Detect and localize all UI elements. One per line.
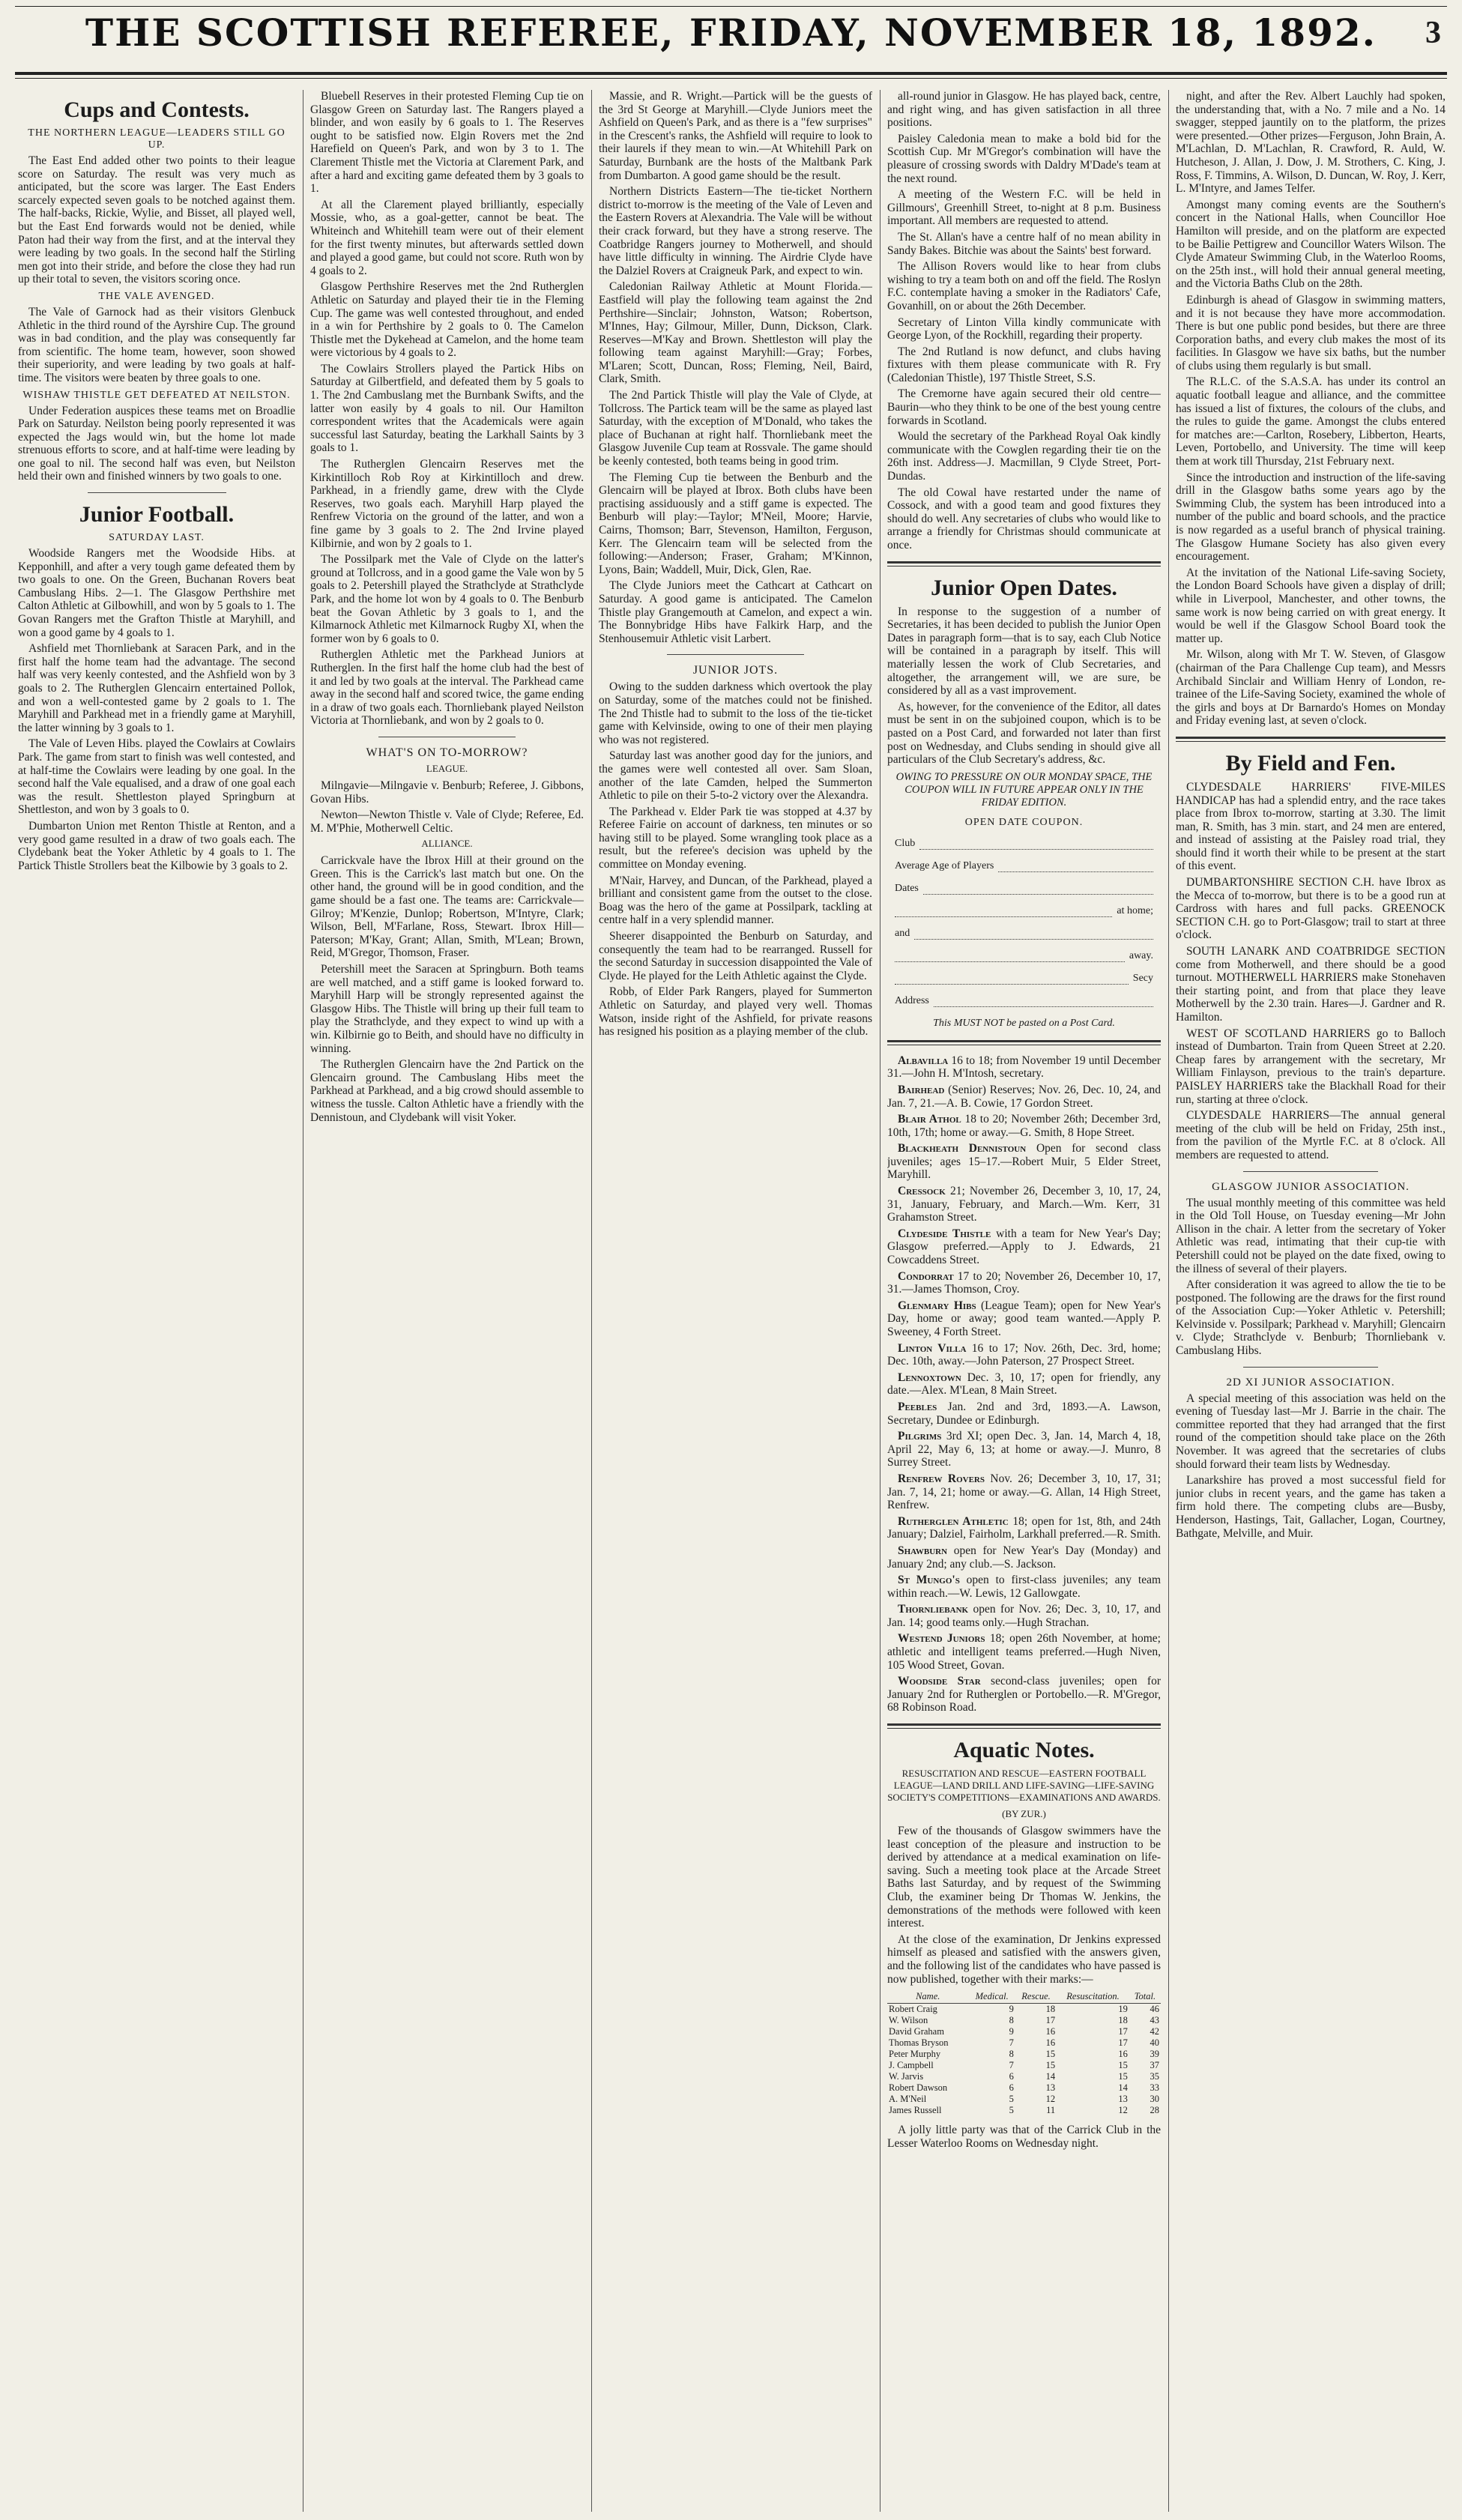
- club-name: Renfrew Rovers: [898, 1472, 985, 1485]
- notice-text: second-class juveniles; open for January 2nd for Rutherglen or Portobello.—R. M'Gregor, 68 Robinson Road.: [887, 1675, 1161, 1714]
- club-name: Lennoxtown: [898, 1371, 961, 1384]
- table-cell: 8: [1009, 2049, 1014, 2060]
- masthead: [15, 6, 1447, 87]
- fixture-line: Newton—Newton Thistle v. Vale of Clyde; Referee, Ed. M. M'Phie, Motherwell Celtic.: [310, 809, 584, 835]
- section-rule: [1176, 737, 1446, 742]
- column-1: [18, 90, 295, 2512]
- article-paragraph: Petershill meet the Saracen at Springburn. Both teams are well matched, and a stiff game is looked forward to. Maryhill Harp will be strongly represented against the Glasgow Hibs. The Thistle will bring up their full team to play the Strathclyde, and they expect to wind up with a win. Kilbirnie go to Beith, and should have no difficulty in winning.: [310, 963, 584, 1055]
- coupon-suffix: away.: [1129, 949, 1153, 961]
- table-cell: W. Jarvis: [889, 2071, 924, 2082]
- notice-text: 16 to 17; Nov. 26th, Dec. 3rd, home; Dec. 10th, away.—John Paterson, 27 Prospect Street.: [887, 1341, 1161, 1368]
- open-date-notice: [887, 1054, 1161, 1081]
- page-number: 3: [1425, 16, 1441, 50]
- table-header-cell: Name.: [887, 1990, 968, 2004]
- notice-text: Nov. 26; December 3, 10, 17, 31; Jan. 7, 14, 21; home or away.—G. Allan, 14 High Street, Renfrew.: [887, 1472, 1161, 1512]
- table-cell: 11: [1046, 2105, 1056, 2116]
- article-paragraph: SOUTH LANARK AND COATBRIDGE SECTION come from Motherwell, and there should be a good turnout. MOTHERWELL HARRIERS make Stonehaven their starting point, and from that place they leave Motherwell by the 2.30 train. Hares—J. Gardner and R. Hamilton.: [1176, 945, 1446, 1024]
- table-cell: 35: [1150, 2071, 1159, 2082]
- table-cell: A. M'Neil: [889, 2094, 927, 2105]
- article-subhead: RESUSCITATION AND RESCUE—EASTERN FOOTBALL LEAGUE—LAND DRILL AND LIFE-SAVING—LIFE-SAVING SOCIETY'S COMPETITIONS—EXAMINATIONS AND AWARDS.: [887, 1768, 1161, 1804]
- article-paragraph: The Fleming Cup tie between the Benburb and the Glencairn will be played at Ibrox. Both clubs have been practising assiduously and a stiff game is expected. The Benburb will play:—Taylor; M'Neil, Moore; Harvie, Cairns, Thomson; Barr, Stevenson, Hamilton, Ferguson, Kerr. The Glencairn team will be selected from the following:—Anderson; Fraser, Graham; M'Kinnon, Lyons, Bain; Waddell, Muir, Dick, Glen, Rae.: [599, 471, 872, 576]
- open-date-coupon: [895, 817, 1153, 1030]
- table-cell: 42: [1150, 2026, 1159, 2037]
- table-cell: 13: [1045, 2082, 1056, 2094]
- table-cell: 9: [1009, 2026, 1014, 2037]
- article-paragraph: The 2nd Partick Thistle will play the Vale of Clyde, at Tollcross. The Partick team will be the same as played last Saturday, with the exception of M'Donald, who takes the place of Buchanan at right half. Thornliebank meet the Glasgow Juvenile Cup team at Rossvale. The game should be keenly contested, both teams being in good trim.: [599, 389, 872, 468]
- notice-text: 18; open for 1st, 8th, and 24th January; Dalziel, Fairholm, Larkhall preferred.—R. Smith.: [887, 1514, 1161, 1541]
- article-paragraph: Rutherglen Athletic met the Parkhead Juniors at Rutherglen. In the first half the home club had the best of it and led by two goals at the interval. The Parkhead came away in the second half and scored twice, the game ending in a draw of two goals each. Thornliebank played Neilston Victoria at Thornliebank, and won by 2 goals to 0.: [310, 648, 584, 728]
- open-date-notice: [887, 1574, 1161, 1600]
- open-date-notice: [887, 1400, 1161, 1427]
- coupon-note: This MUST NOT be pasted on a Post Card.: [933, 1017, 1115, 1029]
- article-paragraph: The R.L.C. of the S.A.S.A. has under its control an aquatic football league and alliance, and the committee has issued a list of fixtures, the colours of the clubs, and the rules to guide the game. Amongst the clubs entered for matches are:—Carlton, Rosebery, Libberton, Hearts, Leven, Portobello, and University. The time will keep them at work till Thursday, 21st February next.: [1176, 375, 1446, 468]
- notice-text: with a team for New Year's Day; Glasgow preferred.—Apply to J. Edwards, 21 Cowcaddens Street.: [887, 1227, 1161, 1267]
- table-cell: 17: [1118, 2026, 1128, 2037]
- table-cell: 5: [1009, 2105, 1014, 2116]
- article-subhead: WISHAW THISTLE GET DEFEATED AT NEILSTON.: [22, 389, 291, 401]
- table-cell: 15: [1118, 2060, 1128, 2071]
- table-cell: David Graham: [889, 2026, 944, 2037]
- article-paragraph: A jolly little party was that of the Carrick Club in the Lesser Waterloo Rooms on Wednesday night.: [887, 2124, 1161, 2150]
- table-cell: 6: [1009, 2071, 1014, 2082]
- section-rule: [887, 1040, 1161, 1045]
- divider: [1243, 1367, 1378, 1368]
- notice-text: (Senior) Reserves; Nov. 26, Dec. 10, 24, and Jan. 7, 21.—A. B. Cowie, 17 Gordon Street.: [887, 1083, 1161, 1110]
- fixture-line: Milngavie—Milngavie v. Benburb; Referee, J. Gibbons, Govan Hibs.: [310, 779, 584, 806]
- article-paragraph: Caledonian Railway Athletic at Mount Florida.—Eastfield will play the following team against the 2nd Perthshire—Sinclair; Johnston, Watson; Robertson, M'Innes, Hay; Gilmour, Miller, Dunn, Dickson, Clark. Reserves—M'Kay and Brown. Shettleston will play the following team against Maryhill:—Gray; Forbes, M'Laren; Scott, Duncan, Ross; Fleming, Neil, Baird, Clark, Smith.: [599, 280, 872, 386]
- open-date-notice: [887, 1227, 1161, 1267]
- notice-text: 18 to 20; November 26th; December 3rd, 10th, 17th; home or away.—G. Smith, 8 Hope Street.: [887, 1113, 1161, 1139]
- club-name: Rutherglen Athletic: [898, 1514, 1009, 1528]
- divider: [667, 654, 804, 655]
- article-paragraph: M'Nair, Harvey, and Duncan, of the Parkhead, played a brilliant and consistent game from the outset to the close. Boag was the hero of the game at Possilpark, tackling at centre half in a very splendid manner.: [599, 874, 872, 927]
- coupon-suffix: Secy: [1132, 972, 1153, 984]
- open-date-notice: [887, 1675, 1161, 1714]
- table-row: [887, 2049, 1161, 2060]
- article-paragraph: WEST OF SCOTLAND HARRIERS go to Balloch instead of Dumbarton. Train from Queen Street at 2.20. Cheap fares by arrangement with the secretary, Mr William Finlayson, previous to the train's departure. PAISLEY HARRIERS take the Blackhall Road for their run, starting at three o'clock.: [1176, 1027, 1446, 1106]
- club-name: Albavilla: [898, 1054, 949, 1067]
- open-date-notice: [887, 1299, 1161, 1339]
- open-date-notice: [887, 1142, 1161, 1182]
- article-paragraph: The East End added other two points to their league score on Saturday. The result was very much as anticipated, but the score was larger. The East Enders scarcely expected seven goals to be notched against them. The half-backs, Rickie, Wylie, and Bisset, all played well, but the East End forwards would not be denied, while Paton had their way from the first, and at the interval they were leading by two goals. In the second half the Stirling men got into their stride, and before the close they had run up their total to seven, the visitors scoring once.: [18, 154, 295, 286]
- coupon-home-line: [895, 905, 1153, 917]
- table-cell: Robert Dawson: [889, 2082, 948, 2094]
- open-date-notice: [887, 1603, 1161, 1629]
- article-paragraph: DUMBARTONSHIRE SECTION C.H. have Ibrox as the Mecca of to-morrow, but there is to be a good run at Cardross with hares and full packs. GREENOCK SECTION C.H. go to Port-Glasgow; trail to start at three o'clock.: [1176, 876, 1446, 942]
- article-paragraph: The Cremorne have again secured their old centre—Baurin—who they think to be one of the best young centre forwards in Scotland.: [887, 387, 1161, 427]
- coupon-address-line: [895, 995, 1153, 1007]
- open-date-notice: [887, 1632, 1161, 1672]
- club-name: Cressock: [898, 1185, 946, 1198]
- article-paragraph: After consideration it was agreed to allow the tie to be postponed. The following are the draws for the first round of the Association Cup:—Yoker Athletic v. Petershill; Kelvinside v. Possilpark; Parkhead v. Maryhill; Glencairn v. Clyde; Strathclyde v. Benburb; Thornliebank v. Cambuslang Hibs.: [1176, 1278, 1446, 1358]
- club-name: Blair Athol: [898, 1113, 961, 1126]
- article-paragraph: The Parkhead v. Elder Park tie was stopped at 4.37 by Referee Fairie on account of darkness, ten minutes or so having still to be played. Some wrangling took place as a result, but the referee's decision was upheld by the committee on Monday evening.: [599, 805, 872, 871]
- club-name: Condorrat: [898, 1269, 954, 1283]
- article-paragraph: At the close of the examination, Dr Jenkins expressed himself as pleased and satisfied with the answers given, and the following list of the candidates who have passed is now published, together with their marks:—: [887, 1933, 1161, 1986]
- article-paragraph: As, however, for the convenience of the Editor, all dates must be sent in on the subjoined coupon, which is to be pasted on a Post Card, and forwarded not later than first post on Wednesday, and Clubs sending in should give all particulars of the Club Secretary's address, &c.: [887, 700, 1161, 767]
- notice-text: Dec. 3, 10, 17; open for friendly, any date.—Alex. M'Lean, 8 Main Street.: [887, 1371, 1161, 1398]
- section-heading-by-field-and-fen: By Field and Fen.: [1225, 750, 1396, 776]
- column-5: [1176, 90, 1446, 2512]
- table-cell: 7: [1009, 2060, 1014, 2071]
- open-dates-list: [887, 1054, 1161, 1714]
- coupon-blank: [923, 885, 1153, 895]
- coupon-label: Dates: [895, 882, 919, 894]
- table-cell: Robert Craig: [889, 2004, 937, 2015]
- article-paragraph: The 2nd Rutland is now defunct, and clubs having fixtures with them please communicate with R. Fry (Caledonian Thistle), 197 Thistle Street, S.S.: [887, 345, 1161, 384]
- article-paragraph: Since the introduction and instruction of the life-saving drill in the Glasgow baths some years ago by the Swimming Club, the system has been introduced into a number of the public and board schools, and the practice is now regarded as a useful branch of physical training. The Glasgow Humane Society has also given every encouragement.: [1176, 471, 1446, 563]
- club-name: Shawburn: [898, 1544, 948, 1557]
- table-cell: 13: [1118, 2094, 1128, 2105]
- article-paragraph: Lanarkshire has proved a most successful field for junior clubs in recent years, and the game has taken a firm hold there. The competing clubs are—Busby, Henderson, Hastings, Tait, Gallacher, Logan, Courtney, Bathgate, Melville, and Muir.: [1176, 1474, 1446, 1540]
- table-cell: 19: [1118, 2004, 1128, 2015]
- masthead-rule-thick: [15, 72, 1447, 75]
- notice-text: Open for second class juveniles; ages 15–17.—Robert Muir, 5 Elder Street, Maryhill.: [887, 1142, 1161, 1182]
- coupon-dates-line: [895, 883, 1153, 895]
- article-paragraph: The Rutherglen Glencairn have the 2nd Partick on the Glencairn ground. The Cambuslang Hibs meet the Parkhead at Parkhead, and a big crowd should assemble to witness the tussle. Calton Athletic have a friendly with the Dennistoun, and Clydebank will visit Yoker.: [310, 1058, 584, 1124]
- table-cell: 39: [1150, 2049, 1159, 2060]
- coupon-suffix: at home;: [1117, 904, 1153, 916]
- coupon-label: Address: [895, 994, 929, 1006]
- section-heading-glasgow-junior-association: GLASGOW JUNIOR ASSOCIATION.: [1212, 1180, 1410, 1193]
- article-paragraph: Amongst many coming events are the Southern's concert in the National Halls, when Councillor Hoe Hamilton will preside, and on the platform are expected to be Bailie Pettigrew and Councillor Waters Wilson. The Clyde Amateur Swimming Club, in the Waterloo Rooms, on the 25th inst., will hold their annual general meeting, and the Victoria Baths Club on the 28th.: [1176, 198, 1446, 291]
- coupon-blank: [895, 975, 1129, 985]
- article-paragraph: Under Federation auspices these teams met on Broadlie Park on Saturday. Neilston being poorly represented it was expected the Jags would win, but the home lot made strenuous efforts to score, and at half-time were leading by one goal to nil. The second half was even, but Neilston held their own and finished winners by two goals to one.: [18, 404, 295, 483]
- article-paragraph: Ashfield met Thornliebank at Saracen Park, and in the first half the home team had the advantage. The second half was very keenly contested, and the Ashfield won by 3 goals to 2. The Rutherglen Glencairn entertained Pollok, and won a well-contested game by 2 goals to 1. The Maryhill and Parkhead met in a friendly game at Maryhill, the latter winning by 3 goals to 1.: [18, 642, 295, 734]
- table-cell: 9: [1009, 2004, 1014, 2015]
- table-cell: 8: [1009, 2015, 1014, 2026]
- article-paragraph: The Cowlairs Strollers played the Partick Hibs on Saturday at Gilbertfield, and defeated them by 5 goals to 1. The 2nd Cambuslang met the Burnbank Swifts, and the latter won easily by 4 goals to nil. Our Hamilton correspondent writes that the Academicals were again successful last Saturday, beating the Larkhall Saints by 3 goals to 1.: [310, 362, 584, 455]
- article-paragraph: The usual monthly meeting of this committee was held in the Old Toll House, on Tuesday evening—Mr John Allison in the chair. A letter from the secretary of Yoker Athletic was read, intimating that their cup-tie with Petershill could not be played on the date fixed, owing to the illness of several of their players.: [1176, 1196, 1446, 1275]
- coupon-notice: OWING TO PRESSURE ON OUR MONDAY SPACE, THE COUPON WILL IN FUTURE APPEAR ONLY IN THE FRIDAY EDITION.: [895, 770, 1153, 809]
- table-row: [887, 2060, 1161, 2071]
- open-date-notice: [887, 1515, 1161, 1541]
- divider: [1243, 1171, 1378, 1172]
- section-heading-cups-and-contests: Cups and Contests.: [64, 97, 250, 122]
- table-cell: 5: [1009, 2094, 1014, 2105]
- table-header-cell: Medical.: [968, 1990, 1015, 2004]
- section-heading-junior-football: Junior Football.: [79, 502, 235, 528]
- article-paragraph: Glasgow Perthshire Reserves met the 2nd Rutherglen Athletic on Saturday and played their tie in the Fleming Cup. The game was well contested throughout, and ended in a win for Perthshire by 2 goals to 0. The Camelon Thistle met the Dykehead at Camelon, and the home team were victorious by 4 goals to 2.: [310, 280, 584, 360]
- open-date-notice: [887, 1342, 1161, 1368]
- open-date-notice: [887, 1084, 1161, 1110]
- table-cell: 12: [1045, 2094, 1056, 2105]
- table-cell: James Russell: [889, 2105, 942, 2116]
- club-name: Blackheath Dennistoun: [898, 1142, 1027, 1155]
- table-cell: 14: [1118, 2082, 1128, 2094]
- table-cell: 30: [1150, 2094, 1159, 2105]
- open-date-notice: [887, 1430, 1161, 1469]
- article-paragraph: Robb, of Elder Park Rangers, played for Summerton Athletic on Saturday, and played very well. Thomas Watson, inside right of the Ashfield, for private reasons has resigned his position as a playing member of the club.: [599, 985, 872, 1039]
- article-paragraph: The Vale of Leven Hibs. played the Cowlairs at Cowlairs Park. The game from start to finish was well contested, and at half-time the Cowlairs were leading by one goal. In the second half the Vale equalised, and a draw of one goal each was the result. Shettleston played Springburn at Shettleston, and won by 3 goals to 0.: [18, 737, 295, 817]
- coupon-label: Average Age of Players: [895, 859, 994, 871]
- table-cell: 17: [1118, 2037, 1128, 2049]
- notice-text: 3rd XI; open Dec. 3, Jan. 14, March 4, 18, April 22, May 6, 13; at home or away.—J. Munro, 8 Surrey Street.: [887, 1430, 1161, 1469]
- columns: [18, 90, 1446, 2512]
- column-4: [887, 90, 1161, 2512]
- notice-text: 17 to 20; November 26, December 10, 17, 31.—James Thomson, Croy.: [887, 1269, 1161, 1296]
- article-subhead: THE VALE AVENGED.: [98, 290, 215, 302]
- coupon-label: and: [895, 927, 910, 939]
- coupon-blank: [914, 930, 1153, 940]
- table-row: [887, 2105, 1161, 2116]
- club-name: St Mungo's: [898, 1574, 960, 1587]
- article-paragraph: Massie, and R. Wright.—Partick will be the guests of the 3rd St George at Maryhill.—Clyde Juniors meet the Ashfield on Queen's Park, and as there is a "few surprises" in the Crescent's ranks, the Ashfield will require to look to their laurels if they mean to win.—At Whitehill Park on Saturday, Burnbank are the hosts of the Maltbank Park from Dumbarton. A good game should be the result.: [599, 90, 872, 182]
- article-paragraph: CLYDESDALE HARRIERS—The annual general meeting of the club will be held on Friday, 25th inst., from the pavilion of the Myrtle F.C. at 8 o'clock. All members are requested to attend.: [1176, 1109, 1446, 1161]
- club-name: Bairhead: [898, 1083, 945, 1096]
- article-paragraph: Dumbarton Union met Renton Thistle at Renton, and a very good game resulted in a draw of two goals each. The Clydebank beat the Yoker Athletic by 4 goals to 1. The Partick Thistle Strollers beat the Kilbowie by 3 goals to 2.: [18, 819, 295, 872]
- table-cell: 15: [1118, 2071, 1128, 2082]
- open-date-notice: [887, 1371, 1161, 1398]
- table-cell: 17: [1045, 2015, 1056, 2026]
- column-rule: [591, 90, 592, 2512]
- article-paragraph: Few of the thousands of Glasgow swimmers have the least conception of the pleasure and instruction to be derived by attendance at a medical examination on life-saving. Such a meeting took place at the Arcade Street Baths last Saturday, and by request of the Swimming Club, the examiner being Dr Thomas W. Jenkins, the demonstrations of the methods were followed with keen interest.: [887, 1825, 1161, 1930]
- article-paragraph: Bluebell Reserves in their protested Fleming Cup tie on Glasgow Green on Saturday last. The Rangers played a blinder, and won easily by 6 goals to 1. The Reserves ought to be satisfied now. Elgin Rovers met the 2nd Harefield on Queen's Park, and won by 3 to 1. The Clarement Thistle met the Victoria at Clarement Park, and after a hard and exciting game defeated them by 3 goals to 1.: [310, 90, 584, 196]
- section-rule: [887, 1723, 1161, 1729]
- masthead-top-rule: [15, 6, 1447, 7]
- table-cell: 37: [1150, 2060, 1159, 2071]
- coupon-age-line: [895, 860, 1153, 872]
- coupon-secy-line: [895, 973, 1153, 985]
- byline: (BY ZUR.): [1002, 1808, 1046, 1820]
- newspaper-title: THE SCOTTISH REFEREE, FRIDAY, NOVEMBER 18, 1892.: [85, 10, 1377, 55]
- table-header-cell: Total.: [1129, 1990, 1161, 2004]
- club-name: Woodside Star: [898, 1675, 981, 1688]
- table-cell: 18: [1118, 2015, 1128, 2026]
- table-cell: Peter Murphy: [889, 2049, 941, 2060]
- article-paragraph: At all the Clarement played brilliantly, especially Mossie, who, as a goal-getter, cannot be beat. The Whiteinch and Whitehill team were out of their element for the first twenty minutes, but afterwards settled down and played a good game, but could not score. Ruth won by 4 goals to 2.: [310, 198, 584, 277]
- article-paragraph: night, and after the Rev. Albert Lauchly had spoken, the understanding that, with a No. 7 mile and a No. 14 swagger, stepped jauntily on to the platform, the prizes were presented.—Other prizes—Ferguson, John Brain, A. M'Lachlan, D. M'Lachlan, R. Crawford, R. Auld, W. Hutcheson, J. Allan, J. Dow, J. M. Strothers, C. King, J. Ross, F. Timmins, A. Wilson, D. Duncan, W. Roy, J. Kerr, L. M'Intyre, and James Telfer.: [1176, 90, 1446, 196]
- article-paragraph: Mr. Wilson, along with Mr T. W. Steven, of Glasgow (chairman of the Para Challenge Cup team), and Messrs Archibald Sinclair and William Henry of London, re-trainee of the Life-Saving Society, examined the whole of the girls and boys at Dr Barnardo's Homes on Monday and Friday evening last, at seven o'clock.: [1176, 648, 1446, 728]
- coupon-club-line: [895, 838, 1153, 850]
- article-paragraph: Owing to the sudden darkness which overtook the play on Saturday, some of the matches could not be finished. The 2nd Thistle had to submit to the loss of the tie-ticket game with Kelvinside, owing to one of their men playing who was not registered.: [599, 680, 872, 746]
- club-name: Westend Juniors: [898, 1632, 985, 1646]
- club-name: Pilgrims: [898, 1430, 942, 1443]
- article-paragraph: The Vale of Garnock had as their visitors Glenbuck Athletic in the third round of the Ayrshire Cup. The ground was in bad condition, and the play was consequently far from scientific. The home team, however, soon showed their superiority, and were leading by two goals at half-time. The visitors were beaten by three goals to one.: [18, 305, 295, 384]
- article-paragraph: A meeting of the Western F.C. will be held in Gillmours', Greenhill Street, to-night at 8 p.m. Business important. All members are requested to attend.: [887, 188, 1161, 228]
- open-date-notice: [887, 1113, 1161, 1139]
- table-row: [887, 2082, 1161, 2094]
- article-subhead: SATURDAY LAST.: [109, 532, 205, 544]
- column-2: [310, 90, 584, 2512]
- club-name: Thornliebank: [898, 1603, 969, 1616]
- table-row: [887, 2015, 1161, 2026]
- article-paragraph: Northern Districts Eastern—The tie-ticket Northern district to-morrow is the meeting of the Vale of Leven and the Eastern Rovers at Alexandria. The Vale will be without their crack forward, but they have a strong reserve. The Coatbridge Rangers journey to Motherwell, and should have little difficulty in winning. The Airdrie Clyde have the Dalziel Rovers at Craigneuk Park, and expect to win.: [599, 185, 872, 277]
- column-rule: [1168, 90, 1169, 2512]
- table-cell: W. Wilson: [889, 2015, 928, 2026]
- divider: [88, 492, 226, 493]
- notice-text: open for New Year's Day (Monday) and January 2nd; any club.—S. Jackson.: [887, 1544, 1161, 1571]
- coupon-title: OPEN DATE COUPON.: [964, 816, 1084, 828]
- notice-text: Jan. 2nd and 3rd, 1893.—A. Lawson, Secretary, Dundee or Edinburgh.: [887, 1400, 1161, 1427]
- table-cell: Thomas Bryson: [889, 2037, 949, 2049]
- table-header-row: [887, 1990, 1161, 2004]
- notice-text: 16 to 18; from November 19 until December 31.—John H. M'Intosh, secretary.: [887, 1054, 1161, 1081]
- coupon-blank: [998, 862, 1153, 872]
- coupon-blank: [934, 997, 1153, 1007]
- article-paragraph: Would the secretary of the Parkhead Royal Oak kindly communicate with the Cowglen regarding their tie on the 26th inst. Address—J. Macmillan, 9 Clyde Street, Port-Dundas.: [887, 430, 1161, 483]
- table-row: [887, 2071, 1161, 2082]
- article-paragraph: Paisley Caledonia mean to make a bold bid for the Scottish Cup. Mr M'Gregor's combination will have the pleasure of crossing swords with Daldry M'Dade's team at the next round.: [887, 132, 1161, 185]
- column-3: [599, 90, 872, 2512]
- article-paragraph: Saturday last was another good day for the juniors, and the games were well contested all over. Sam Sloan, another of the late Camden, helped the Summerton Athletic to pile on their 5-to-2 victory over the Alexandra.: [599, 749, 872, 803]
- table-cell: 16: [1045, 2037, 1056, 2049]
- table-cell: 16: [1118, 2049, 1128, 2060]
- open-date-notice: [887, 1185, 1161, 1224]
- masthead-rule-thin: [15, 78, 1447, 79]
- club-name: Glenmary Hibs: [898, 1299, 976, 1312]
- open-date-notice: [887, 1472, 1161, 1512]
- table-cell: 33: [1150, 2082, 1159, 2094]
- coupon-away-line: [895, 950, 1153, 962]
- coupon-label: Club: [895, 837, 916, 849]
- table-row: [887, 2037, 1161, 2049]
- notice-text: open for Nov. 26; Dec. 3, 10, 17, and Jan. 14; good teams only.—Hugh Strachan.: [887, 1603, 1161, 1629]
- article-paragraph: At the invitation of the National Life-saving Society, the London Board Schools have given a display of drill; while in Liverpool, Manchester, and other towns, the same work is now being carried on with great energy. It would be well if the Glasgow School Board took the matter up.: [1176, 566, 1446, 645]
- article-paragraph: all-round junior in Glasgow. He has played back, centre, and right wing, and has given satisfaction in all three positions.: [887, 90, 1161, 130]
- article-paragraph: Woodside Rangers met the Woodside Hibs. at Kepponhill, and after a very tough game defeated them by two goals to one. On the Green, Buchanan Rovers beat Cambuslang Hibs. 2—1. The Glasgow Perthshire met Calton Athletic at Gilbowhill, and won by 5 goals to 1. The Govan Rangers met the Grafton Thistle at Maryhill, and won a good game by 4 goals to 1.: [18, 547, 295, 639]
- section-heading-junior-jots: JUNIOR JOTS.: [692, 664, 779, 677]
- section-heading-2d-xi-junior-association: 2D XI JUNIOR ASSOCIATION.: [1226, 1376, 1395, 1389]
- coupon-and-line: [895, 928, 1153, 940]
- section-rule: [887, 561, 1161, 566]
- section-heading-whats-on: WHAT'S ON TO-MORROW?: [366, 746, 528, 759]
- table-cell: 40: [1150, 2037, 1159, 2049]
- article-paragraph: Secretary of Linton Villa kindly communicate with George Lyon, of the Rockhill, regarding their property.: [887, 315, 1161, 342]
- article-paragraph: The Rutherglen Glencairn Reserves met the Kirkintilloch Rob Roy at Kirkintilloch and drew. Parkhead, in a friendly game, drew with the Clyde Reserves, two goals each. Maryhill Harp played the Renfrew Victoria on the ground of the latter, and won a fine game by 3 goals to 2. The 2nd Irvine played Kilbirnie, and won by 2 goals to 1.: [310, 458, 584, 550]
- article-paragraph: Edinburgh is ahead of Glasgow in swimming matters, and it is not because they have more accommodation. There is but one public pond besides, but there are three Corporation baths, and every club makes the most of its facilities. In Glasgow we have six baths, but the number of clubs using them regularly is but small.: [1176, 293, 1446, 372]
- table-cell: 15: [1045, 2060, 1056, 2071]
- article-paragraph: The Allison Rovers would like to hear from clubs wishing to try a team both on and off the field. The Roslyn F.C. contemplate having a smoker in the Radiators' Cafe, Govanhill, on or about the 26th December.: [887, 260, 1161, 312]
- table-cell: 43: [1150, 2015, 1159, 2026]
- article-paragraph: A special meeting of this association was held on the evening of Tuesday last—Mr J. Barrie in the chair. The committee reported that they had arranged that the first round of the competition should take place on the 26th November. It was agreed that the secretaries of clubs should forward their team lists by Wednesday.: [1176, 1392, 1446, 1471]
- article-subhead: THE NORTHERN LEAGUE—LEADERS STILL GO UP.: [28, 127, 286, 151]
- article-subhead: LEAGUE.: [426, 762, 468, 774]
- table-cell: 6: [1009, 2082, 1014, 2094]
- table-row: [887, 2094, 1161, 2105]
- table-cell: 12: [1118, 2105, 1128, 2116]
- article-subhead: ALLIANCE.: [421, 838, 473, 850]
- table-cell: 18: [1045, 2004, 1056, 2015]
- table-body: [887, 2004, 1161, 2117]
- table-row: [887, 2026, 1161, 2037]
- table-header-cell: Rescue.: [1015, 1990, 1057, 2004]
- coupon-blank: [919, 840, 1153, 850]
- table-cell: 16: [1045, 2026, 1056, 2037]
- notice-text: 21; November 26, December 3, 10, 17, 24, 31, January, February, and March.—Wm. Kerr, 31 Grahamston Street.: [887, 1185, 1161, 1224]
- coupon-blank: [895, 907, 1112, 917]
- table-cell: 15: [1045, 2049, 1056, 2060]
- open-date-notice: [887, 1544, 1161, 1571]
- table-header-cell: Resuscitation.: [1057, 1990, 1129, 2004]
- article-paragraph: The St. Allan's have a centre half of no mean ability in Sandy Bakes. Bitchie was about the Saints' best forward.: [887, 230, 1161, 257]
- club-name: Peebles: [898, 1400, 937, 1413]
- club-name: Clydeside Thistle: [898, 1227, 991, 1240]
- open-date-notice: [887, 1270, 1161, 1296]
- article-paragraph: The Clyde Juniors meet the Cathcart at Cathcart on Saturday. A good game is anticipated. The Camelon Thistle play Grangemouth at Camelon, and expect a win. The Bonnybridge Hibs have Falkirk Harp, and the Stenhousemuir Athletic visit Larbert.: [599, 579, 872, 645]
- article-paragraph: The Possilpark met the Vale of Clyde on the latter's ground at Tollcross, and in a good game the Vale won by 5 goals to 2. Petershill played the Strathclyde at Strathclyde Park, and the home lot won by 4 goals to 0. The Benburb beat the Govan Athletic by 3 goals to 1, and the Kilmarnock Athletic met Kilmarnock Rugby XI, when the former won by 6 goals to 0.: [310, 553, 584, 645]
- notice-text: 18; open 26th November, at home; athletic and intelligent teams preferred.—Hugh Niven, 105 Wood Street, Govan.: [887, 1632, 1161, 1672]
- section-heading-aquatic-notes: Aquatic Notes.: [953, 1738, 1095, 1763]
- table-row: [887, 2004, 1161, 2016]
- article-paragraph: Sheerer disappointed the Benburb on Saturday, and consequently the team had to be rearranged. Russell for the second Saturday in succession disappointed the Vale of Clyde. He played for the Leith Athletic against the Clyde.: [599, 930, 872, 982]
- table-cell: J. Campbell: [889, 2060, 934, 2071]
- section-heading-junior-open-dates: Junior Open Dates.: [931, 575, 1117, 600]
- notice-text: (League Team); open for New Year's Day, home or away; good team wanted.—Apply P. Sweeney, 4 Forth Street.: [887, 1299, 1161, 1338]
- article-paragraph: Carrickvale have the Ibrox Hill at their ground on the Green. This is the Carrick's last match but one. On the other hand, the ground will be in good condition, and the game should be a fast one. The teams are: Carrickvale—Gilroy; M'Kenzie, Dunlop; Robertson, M'Intyre, Clark; Wilson, Bell, M'Farlane, Ross, Stewart. Ibrox Hill—Paterson; M'Kay, Grant; Allan, Smith, M'Lean; Brown, Reid, M'Gregor, Thomson, Fraser.: [310, 854, 584, 960]
- table-cell: 14: [1045, 2071, 1056, 2082]
- notice-text: open to first-class juveniles; any team within reach.—W. Lewis, 12 Gallowgate.: [887, 1574, 1161, 1600]
- club-name: Linton Villa: [898, 1341, 967, 1355]
- table-cell: 7: [1009, 2037, 1014, 2049]
- table-cell: 46: [1150, 2004, 1159, 2015]
- table-cell: 28: [1150, 2105, 1159, 2116]
- coupon-blank: [895, 952, 1125, 962]
- article-paragraph: The old Cowal have restarted under the name of Cossock, and with a good team and good fixtures they should do well. Any secretaries of clubs who would like to arrange a friendly for Christmas should communicate at once.: [887, 486, 1161, 552]
- article-paragraph: CLYDESDALE HARRIERS' FIVE-MILES HANDICAP has had a splendid entry, and the race takes place from Ibrox to-morrow, starting at 3.30. The limit man, R. Smith, has 3 min. start, and 24 men are entered, and instead of assisting at the Paisley road trial, they should find it worth their while to be present at the start of this event.: [1176, 780, 1446, 873]
- results-table: [887, 1990, 1161, 2116]
- article-paragraph: In response to the suggestion of a number of Secretaries, it has been decided to publish the Junior Open Dates in paragraph form—that is to say, each Club Notice will be contained in a paragraph by itself. This will materially lessen the work of Club Secretaries, and altogether, the arrangement will, we are sure, be considered by all as a vast improvement.: [887, 605, 1161, 698]
